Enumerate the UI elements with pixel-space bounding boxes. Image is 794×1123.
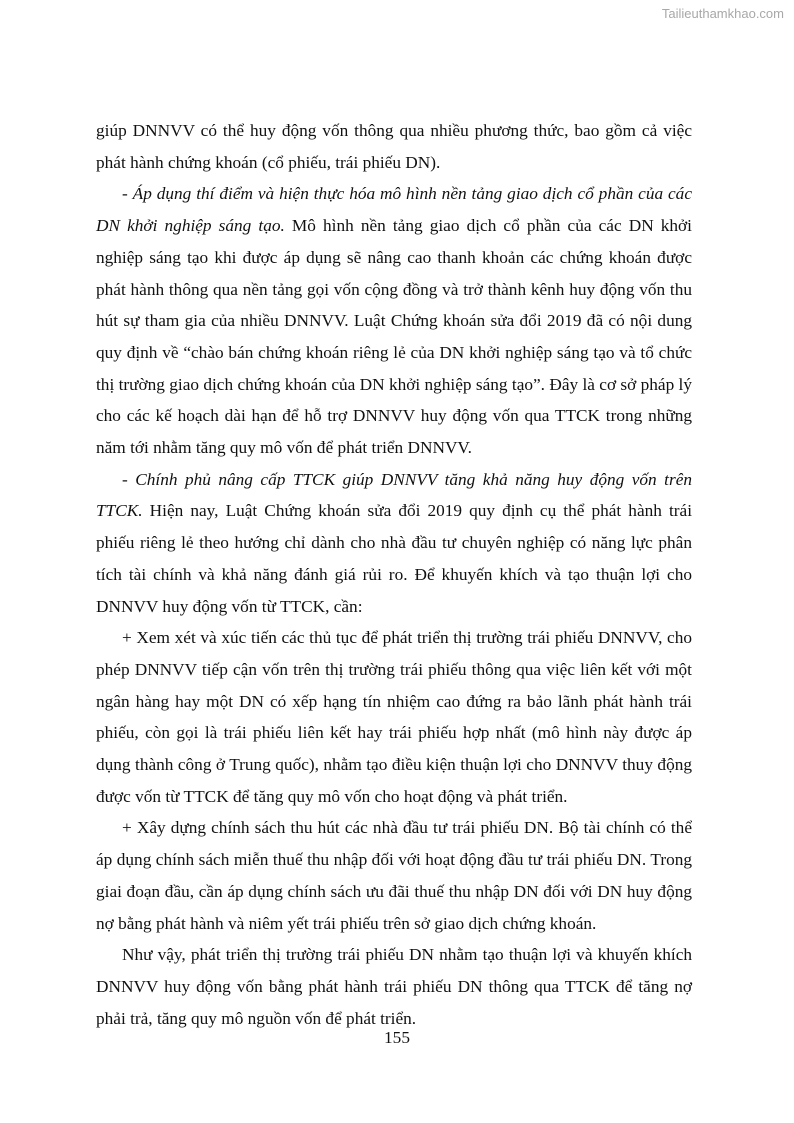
page-body bbox=[96, 115, 692, 1034]
paragraph-continuation: giúp DNNVV có thể huy động vốn thông qua nhiều phương thức, bao gồm cả việc phát hành chứng khoán (cổ phiếu, trái phiếu DN). bbox=[96, 121, 692, 172]
paragraph-investor-policy: + Xây dựng chính sách thu hút các nhà đầu tư trái phiếu DN. Bộ tài chính có thể áp dụng chính sách miễn thuế thu nhập đối với hoạt động đầu tư trái phiếu DN. Trong giai đoạn đầu, cần áp dụng chính sách ưu đãi thuế thu nhập DN đối với DN huy động nợ bằng phát hành và niêm yết trái phiếu trên sở giao dịch chứng khoán. bbox=[96, 818, 692, 933]
paragraph-lead-italic: - Chính phủ nâng cấp TTCK giúp DNNVV tăng khả năng huy động vốn trên TTCK. bbox=[96, 469, 692, 521]
page-number: 155 bbox=[384, 1028, 410, 1047]
paragraph-trading-platform bbox=[96, 178, 692, 463]
watermark: Tailieuthamkhao.com bbox=[661, 6, 784, 21]
paragraph-government-upgrade bbox=[96, 464, 692, 623]
paragraph-bond-market: + Xem xét và xúc tiến các thủ tục để phát triển thị trường trái phiếu DNNVV, cho phép DNNVV tiếp cận vốn trên thị trường trái phiếu thông qua việc liên kết với một ngân hàng hay một DN có xếp hạng tín nhiệm cao đứng ra bảo lãnh phát hành trái phiếu, còn gọi là trái phiếu liên kết hay trái phiếu hợp nhất (mô hình này được áp dụng thành công ở Trung quốc), nhằm tạo điều kiện thuận lợi cho DNNVV thuy động được vốn từ TTCK để tăng quy mô vốn cho hoạt động và phát triển. bbox=[96, 628, 692, 806]
paragraph-lead-italic: - Áp dụng thí điểm và hiện thực hóa mô hình nền tảng giao dịch cổ phần của các DN khởi nghiệp sáng tạo. bbox=[96, 184, 692, 236]
paragraph-body: Hiện nay, Luật Chứng khoán sửa đổi 2019 quy định cụ thể phát hành trái phiếu riêng lẻ theo hướng chỉ dành cho nhà đầu tư chuyên nghiệp có năng lực phân tích tài chính và khả năng đánh giá rủi ro. Để khuyến khích và tạo thuận lợi cho DNNVV huy động vốn từ TTCK, cần: bbox=[96, 501, 692, 616]
paragraph-conclusion: Như vậy, phát triển thị trường trái phiếu DN nhằm tạo thuận lợi và khuyến khích DNNVV huy động vốn bằng phát hành trái phiếu DN thông qua TTCK để tăng nợ phải trả, tăng quy mô nguồn vốn để phát triển. bbox=[96, 945, 692, 1028]
paragraph-body: Mô hình nền tảng giao dịch cổ phần của các DN khởi nghiệp sáng tạo khi được áp dụng sẽ nâng cao thanh khoản các chứng khoán được phát hành thông qua nền tảng gọi vốn cộng đồng và trở thành kênh huy động vốn thu hút sự tham gia của nhiều DNNVV. Luật Chứng khoán sửa đổi 2019 đã có nội dung quy định về “chào bán chứng khoán riêng lẻ của DN khởi nghiệp sáng tạo và tổ chức thị trường giao dịch chứng khoán của DN khởi nghiệp sáng tạo”. Đây là cơ sở pháp lý cho các kế hoạch dài hạn để hỗ trợ DNNVV huy động vốn qua TTCK trong những năm tới nhằm tăng quy mô vốn để phát triển DNNVV. bbox=[96, 216, 692, 458]
